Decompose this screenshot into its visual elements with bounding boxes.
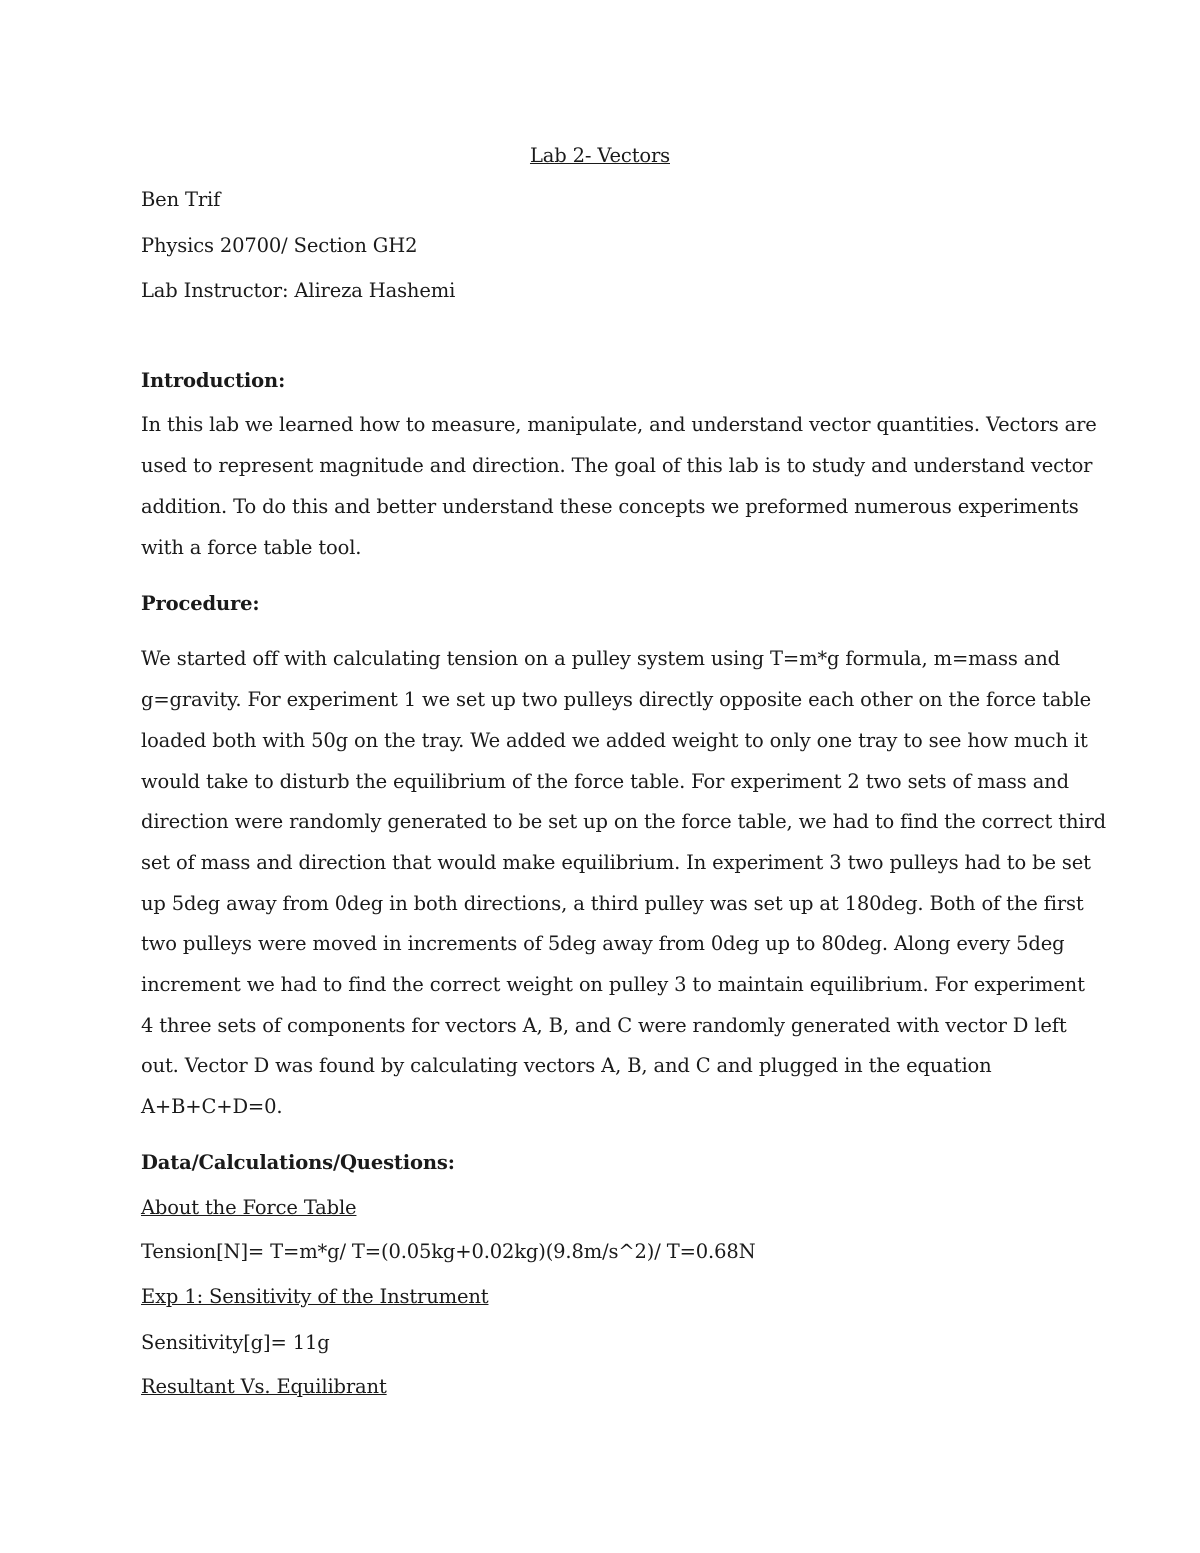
- procedure-line: loaded both with 50g on the tray. We added we added weight to only one tray to see how much it: [141, 729, 1088, 752]
- procedure-line: would take to disturb the equilibrium of the force table. For experiment 2 two sets of mass and: [141, 770, 1069, 793]
- procedure-line: 4 three sets of components for vectors A, B, and C were randomly generated with vector D left: [141, 1014, 1067, 1037]
- lab-instructor: Lab Instructor: Alireza Hashemi: [141, 279, 456, 302]
- procedure-line: direction were randomly generated to be set up on the force table, we had to find the correct third: [141, 810, 1106, 833]
- procedure-line: set of mass and direction that would make equilibrium. In experiment 3 two pulleys had to be set: [141, 851, 1091, 874]
- introduction-line: used to represent magnitude and direction. The goal of this lab is to study and understand vector: [141, 454, 1093, 477]
- resultant-equilibrant-subheading: Resultant Vs. Equilibrant: [141, 1375, 387, 1398]
- procedure-line: A+B+C+D=0.: [141, 1095, 283, 1118]
- exp1-subheading: Exp 1: Sensitivity of the Instrument: [141, 1285, 489, 1308]
- sensitivity-value: Sensitivity[g]= 11g: [141, 1331, 330, 1354]
- course-section: Physics 20700/ Section GH2: [141, 234, 418, 257]
- introduction-line: with a force table tool.: [141, 536, 362, 559]
- introduction-line: In this lab we learned how to measure, manipulate, and understand vector quantities. Vectors are: [141, 413, 1097, 436]
- introduction-line: addition. To do this and better understand these concepts we preformed numerous experiments: [141, 495, 1079, 518]
- procedure-line: out. Vector D was found by calculating vectors A, B, and C and plugged in the equation: [141, 1054, 992, 1077]
- force-table-subheading: About the Force Table: [141, 1196, 357, 1219]
- data-calculations-heading: Data/Calculations/Questions:: [141, 1151, 455, 1174]
- procedure-line: two pulleys were moved in increments of 5deg away from 0deg up to 80deg. Along every 5deg: [141, 932, 1065, 955]
- procedure-heading: Procedure:: [141, 592, 260, 615]
- introduction-heading: Introduction:: [141, 369, 286, 392]
- tension-calculation: Tension[N]= T=m*g/ T=(0.05kg+0.02kg)(9.8m/s^2)/ T=0.68N: [141, 1240, 756, 1263]
- procedure-line: up 5deg away from 0deg in both directions, a third pulley was set up at 180deg. Both of the first: [141, 892, 1084, 915]
- author-name: Ben Trif: [141, 188, 221, 211]
- document-title: Lab 2- Vectors: [529, 144, 670, 167]
- procedure-line: We started off with calculating tension on a pulley system using T=m*g formula, m=mass and: [141, 647, 1060, 670]
- procedure-line: g=gravity. For experiment 1 we set up two pulleys directly opposite each other on the force table: [141, 688, 1092, 711]
- procedure-line: increment we had to find the correct weight on pulley 3 to maintain equilibrium. For experiment: [141, 973, 1085, 996]
